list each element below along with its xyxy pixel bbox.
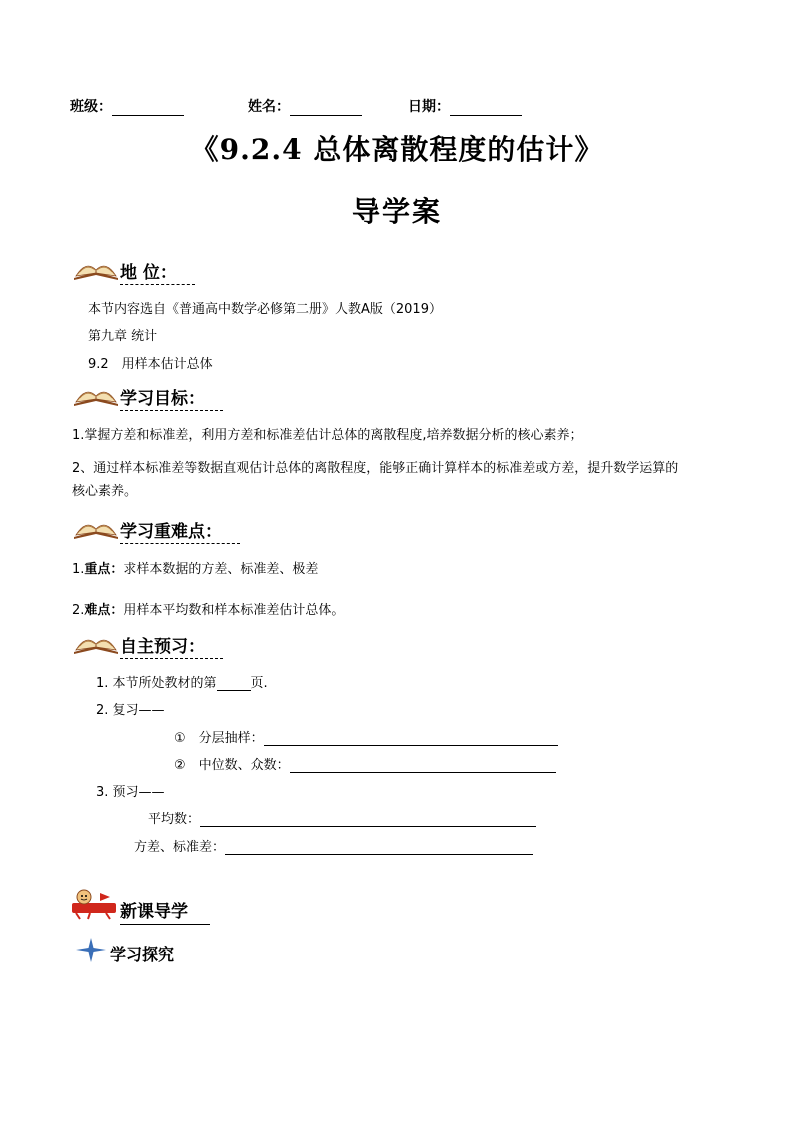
class-label: 班级： — [70, 99, 112, 115]
position-line-1: 本节内容选自《普通高中数学必修第二册》人教A版（2019） — [88, 302, 442, 317]
preview-q3a-row — [148, 808, 536, 827]
section-heading-label: 地 位： — [120, 258, 195, 285]
preview-q3b-row — [134, 836, 533, 855]
section-heading-label: 学习重难点： — [120, 517, 240, 544]
q1-text-before: 1. 本节所处教材的第 — [96, 676, 217, 691]
difficult-point-line — [72, 599, 344, 618]
class-field[interactable] — [70, 96, 184, 116]
class-blank[interactable] — [112, 101, 184, 116]
open-book-icon — [72, 628, 120, 656]
date-label: 日期： — [408, 99, 450, 115]
q1-text-after: 页. — [250, 676, 268, 691]
stratified-sampling-blank[interactable] — [264, 731, 558, 746]
new-lesson-badge-icon — [70, 887, 120, 921]
mean-blank[interactable] — [200, 812, 536, 827]
mean-label: 平均数： — [148, 812, 201, 827]
difficult-label: 难点： — [84, 603, 124, 618]
section-heading-label: 自主预习： — [120, 632, 223, 659]
key-point-line — [72, 558, 318, 577]
section-explore-heading: 学习探究 — [110, 945, 175, 964]
page-title: 《9.2.4 总体离散程度的估计》 — [190, 133, 604, 166]
section-new-lesson-heading — [70, 887, 220, 923]
objective-item-2-line-1: 2、通过样本标准差等数据直观估计总体的离散程度，能够正确计算样本的标准差或方差，提升数学运算的 — [72, 461, 679, 476]
difficult-text: 用样本平均数和样本标准差估计总体。 — [123, 603, 345, 618]
position-line-2: 第九章 统计 — [88, 329, 158, 344]
preview-question-3: 3. 预习—— — [96, 785, 165, 800]
position-line-3: 9.2 用样本估计总体 — [88, 357, 213, 372]
variance-stddev-label: 方差、标准差： — [134, 840, 226, 855]
page-subtitle: 导学案 — [351, 195, 442, 228]
preview-question-2: 2. 复习—— — [96, 703, 165, 718]
key-label: 重点： — [84, 562, 124, 577]
key-text: 求样本数据的方差、标准差、极差 — [123, 562, 319, 577]
preview-q2b-row — [174, 754, 556, 773]
four-point-star-icon — [76, 938, 106, 962]
name-field[interactable] — [248, 96, 362, 116]
section-heading-label: 新课导学 — [120, 897, 210, 925]
open-book-icon — [72, 380, 120, 408]
page-number-blank[interactable] — [217, 676, 251, 691]
median-mode-label: ② 中位数、众数： — [174, 758, 290, 773]
section-heading-label: 学习目标： — [120, 384, 223, 411]
date-field[interactable] — [408, 96, 522, 116]
variance-stddev-blank[interactable] — [225, 840, 533, 855]
name-blank[interactable] — [290, 101, 362, 116]
key-prefix: 1. — [72, 562, 85, 577]
name-label: 姓名： — [248, 99, 290, 115]
objective-item-2-line-2: 核心素养。 — [72, 484, 138, 499]
open-book-icon — [72, 254, 120, 282]
stratified-sampling-label: ① 分层抽样： — [174, 731, 264, 746]
preview-question-1 — [96, 672, 268, 691]
difficult-prefix: 2. — [72, 603, 85, 618]
open-book-icon — [72, 513, 120, 541]
median-mode-blank[interactable] — [290, 758, 556, 773]
objective-item-1: 1.掌握方差和标准差，利用方差和标准差估计总体的离散程度,培养数据分析的核心素养； — [72, 428, 583, 443]
date-blank[interactable] — [450, 101, 522, 116]
preview-q2a-row — [174, 727, 558, 746]
